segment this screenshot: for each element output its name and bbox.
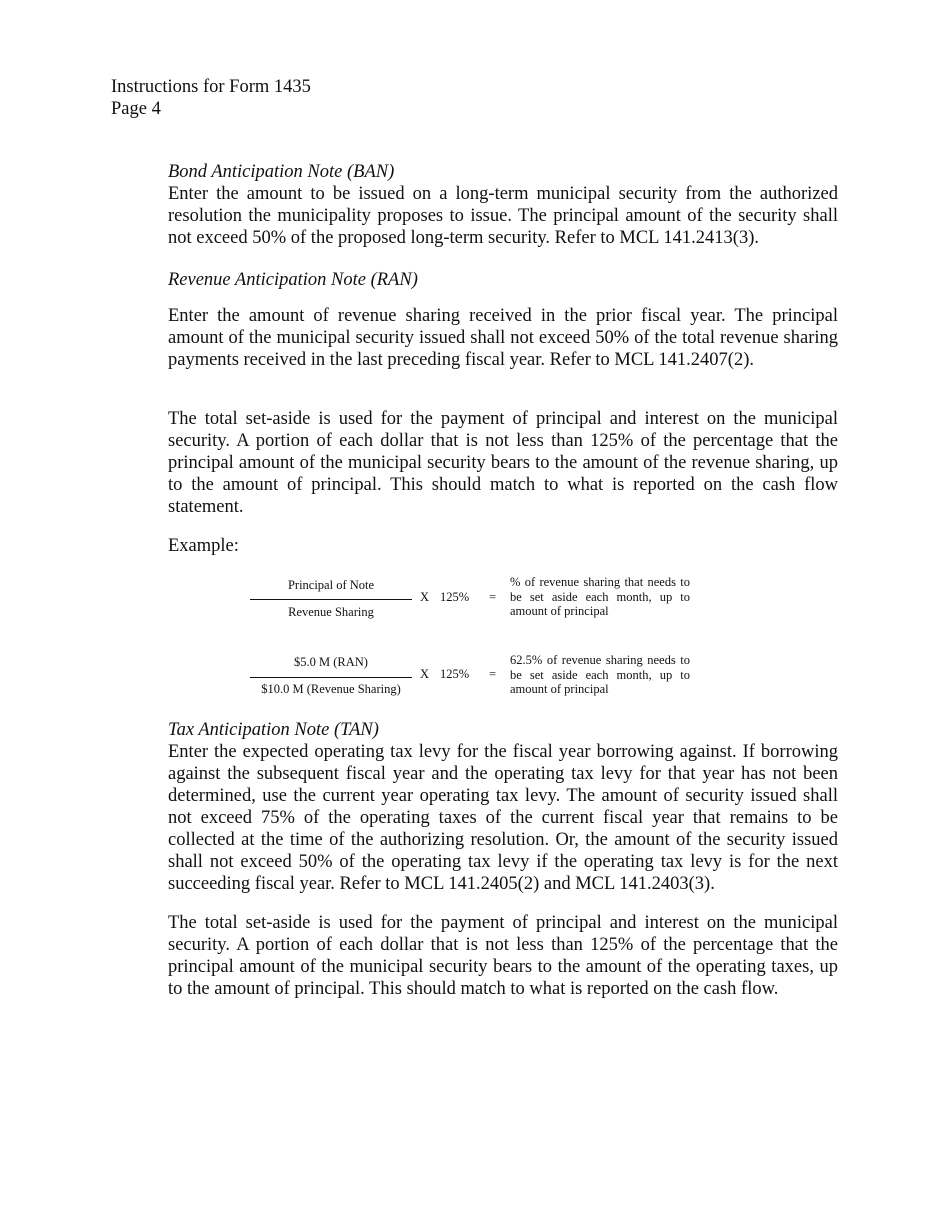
example-label: Example: <box>168 536 239 556</box>
fraction-denominator: Revenue Sharing <box>288 605 374 619</box>
fraction-generic <box>250 575 412 635</box>
formula-result: 62.5% of revenue sharing needs to be set aside each month, up to amount of principal <box>510 653 690 696</box>
percent-factor: 125% <box>440 590 470 604</box>
fraction-bar <box>250 599 412 600</box>
tan-setaside-block <box>168 912 838 1000</box>
percent-factor: 125% <box>440 667 470 681</box>
tan-paragraph: Enter the expected operating tax levy for the fiscal year borrowing against. If borrowing against the subsequent fiscal year and the operating tax levy for that year has not been determined, use the current year operating tax levy. The amount of security issued shall not exceed 75% of the operating taxes of the current fiscal year that remains to be collected at the time of the authorizing resolution. Or, the amount of the security issued shall not exceed 50% of the operating tax levy if the operating tax levy is for the next succeeding fiscal year. Refer to MCL 141.2405(2) and MCL 141.2403(3). <box>168 742 838 894</box>
fraction-bar <box>250 677 412 678</box>
fraction-numerator: $5.0 M (RAN) <box>294 655 368 669</box>
formula-generic <box>250 575 695 635</box>
ban-heading: Bond Anticipation Note (BAN) <box>168 162 395 182</box>
tan-setaside-paragraph: The total set-aside is used for the payment of principal and interest on the municipal security. A portion of each dollar that is not less than 125% of the percentage that the principal amount of the municipal security bears to the amount of the operating taxes, up to the amount of principal. This should match to what is reported on the cash flow. <box>168 913 838 999</box>
tan-heading: Tax Anticipation Note (TAN) <box>168 720 379 740</box>
page-header <box>111 76 311 120</box>
ran-heading: Revenue Anticipation Note (RAN) <box>168 270 418 290</box>
equals-sign: = <box>489 590 497 604</box>
ban-paragraph: Enter the amount to be issued on a long-term municipal security from the authorized resolution the municipality proposes to issue. The principal amount of the security shall not exceed 50% of the proposed long-term security. Refer to MCL 141.2413(3). <box>168 184 838 248</box>
fraction-numerator: Principal of Note <box>287 578 375 592</box>
ran-setaside-paragraph: The total set-aside is used for the payment of principal and interest on the municipal security. A portion of each dollar that is not less than 125% of the percentage that the principal amount of the municipal security bears to the amount of the revenue sharing, up to the amount of principal. This should match to what is reported on the cash flow statement. <box>168 409 838 517</box>
form-title: Instructions for Form 1435 <box>111 77 311 97</box>
ran-paragraph-block <box>168 305 838 371</box>
page-number: Page 4 <box>111 99 161 119</box>
tan-section <box>168 719 838 895</box>
formula-result: % of revenue sharing that needs to be set aside each month, up to amount of principal <box>510 575 690 618</box>
formula-worked-example <box>250 653 695 713</box>
fraction-denominator: $10.0 M (Revenue Sharing) <box>261 682 401 696</box>
ran-setaside-block <box>168 408 838 518</box>
fraction-worked <box>250 653 412 713</box>
ban-section <box>168 161 838 249</box>
ran-paragraph: Enter the amount of revenue sharing received in the prior fiscal year. The principal amount of the municipal security issued shall not exceed 50% of the total revenue sharing payments received in the last preceding fiscal year. Refer to MCL 141.2407(2). <box>168 306 838 370</box>
equals-sign: = <box>489 667 497 681</box>
multiply-sign: X <box>420 590 430 604</box>
multiply-sign: X <box>420 667 430 681</box>
ran-section <box>168 269 838 291</box>
